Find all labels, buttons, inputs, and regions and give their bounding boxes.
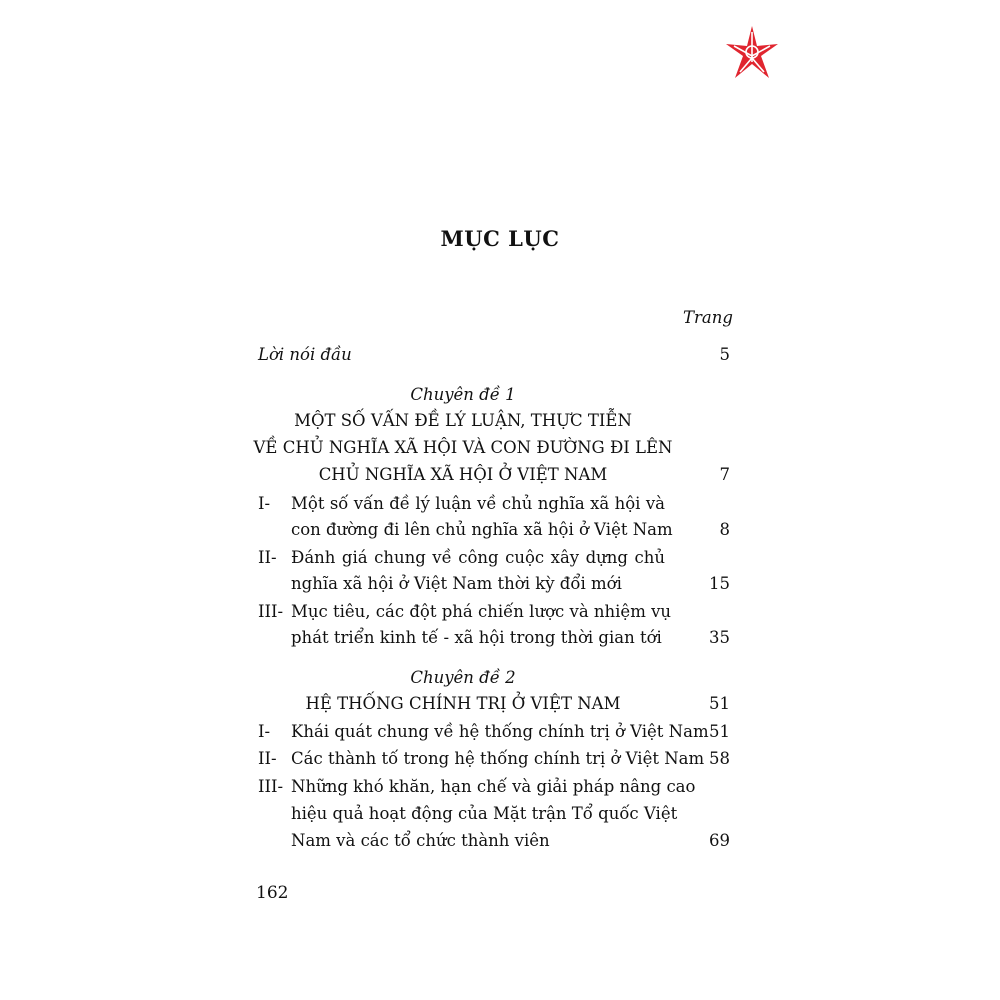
toc-item-number: I- xyxy=(258,494,271,513)
toc-item-line: nghĩa xã hội ở Việt Nam thời kỳ đổi mới xyxy=(291,574,622,593)
toc-item-line: Đánh giá chung về công cuộc xây dựng chủ xyxy=(291,548,665,567)
section2-page: 51 xyxy=(709,694,730,713)
toc-item-number: III- xyxy=(258,602,284,621)
page-title: MỤC LỤC xyxy=(440,226,560,251)
section1-heading-line: CHỦ NGHĨA XÃ HỘI Ở VIỆT NAM xyxy=(318,465,608,484)
publisher-star-logo-icon xyxy=(722,24,782,84)
section1-heading-line: VỀ CHỦ NGHĨA XÃ HỘI VÀ CON ĐƯỜNG ĐI LÊN xyxy=(253,438,673,457)
toc-item-page: 15 xyxy=(709,574,730,593)
toc-item-line: Một số vấn đề lý luận về chủ nghĩa xã hội và xyxy=(291,494,665,513)
toc-item-page: 35 xyxy=(709,628,730,647)
toc-item-number: II- xyxy=(258,548,277,567)
toc-item-line: Mục tiêu, các đột phá chiến lược và nhiệm vụ xyxy=(291,602,672,621)
section1-label: Chuyên đề 1 xyxy=(410,385,516,404)
section2-label: Chuyên đề 2 xyxy=(410,668,516,687)
section2-heading: HỆ THỐNG CHÍNH TRỊ Ở VIỆT NAM xyxy=(305,694,621,713)
foreword-label: Lời nói đầu xyxy=(258,345,352,364)
page-column-label: Trang xyxy=(683,308,733,327)
toc-item-page: 58 xyxy=(709,749,730,768)
toc-item-line: Những khó khăn, hạn chế và giải pháp nâng cao xyxy=(291,777,696,796)
toc-item-line: con đường đi lên chủ nghĩa xã hội ở Việt Nam xyxy=(291,520,673,539)
toc-item-line: Khái quát chung về hệ thống chính trị ở Việt Nam xyxy=(291,722,709,741)
page-number: 162 xyxy=(256,883,289,903)
toc-item-page: 8 xyxy=(719,520,730,539)
toc-item-page: 51 xyxy=(709,722,730,741)
toc-item-number: III- xyxy=(258,777,284,796)
toc-item-number: II- xyxy=(258,749,277,768)
toc-item-line: phát triển kinh tế - xã hội trong thời gian tới xyxy=(291,628,662,647)
toc-item-line: Các thành tố trong hệ thống chính trị ở Việt Nam xyxy=(291,749,705,768)
foreword-page: 5 xyxy=(719,345,730,364)
toc-item-line: hiệu quả hoạt động của Mặt trận Tổ quốc Việt xyxy=(291,804,678,823)
toc-item-page: 69 xyxy=(709,831,730,850)
toc-item-line: Nam và các tổ chức thành viên xyxy=(291,831,550,850)
toc-item-number: I- xyxy=(258,722,271,741)
section1-heading-line: MỘT SỐ VẤN ĐỀ LÝ LUẬN, THỰC TIỄN xyxy=(294,411,632,430)
section1-page: 7 xyxy=(719,465,730,484)
